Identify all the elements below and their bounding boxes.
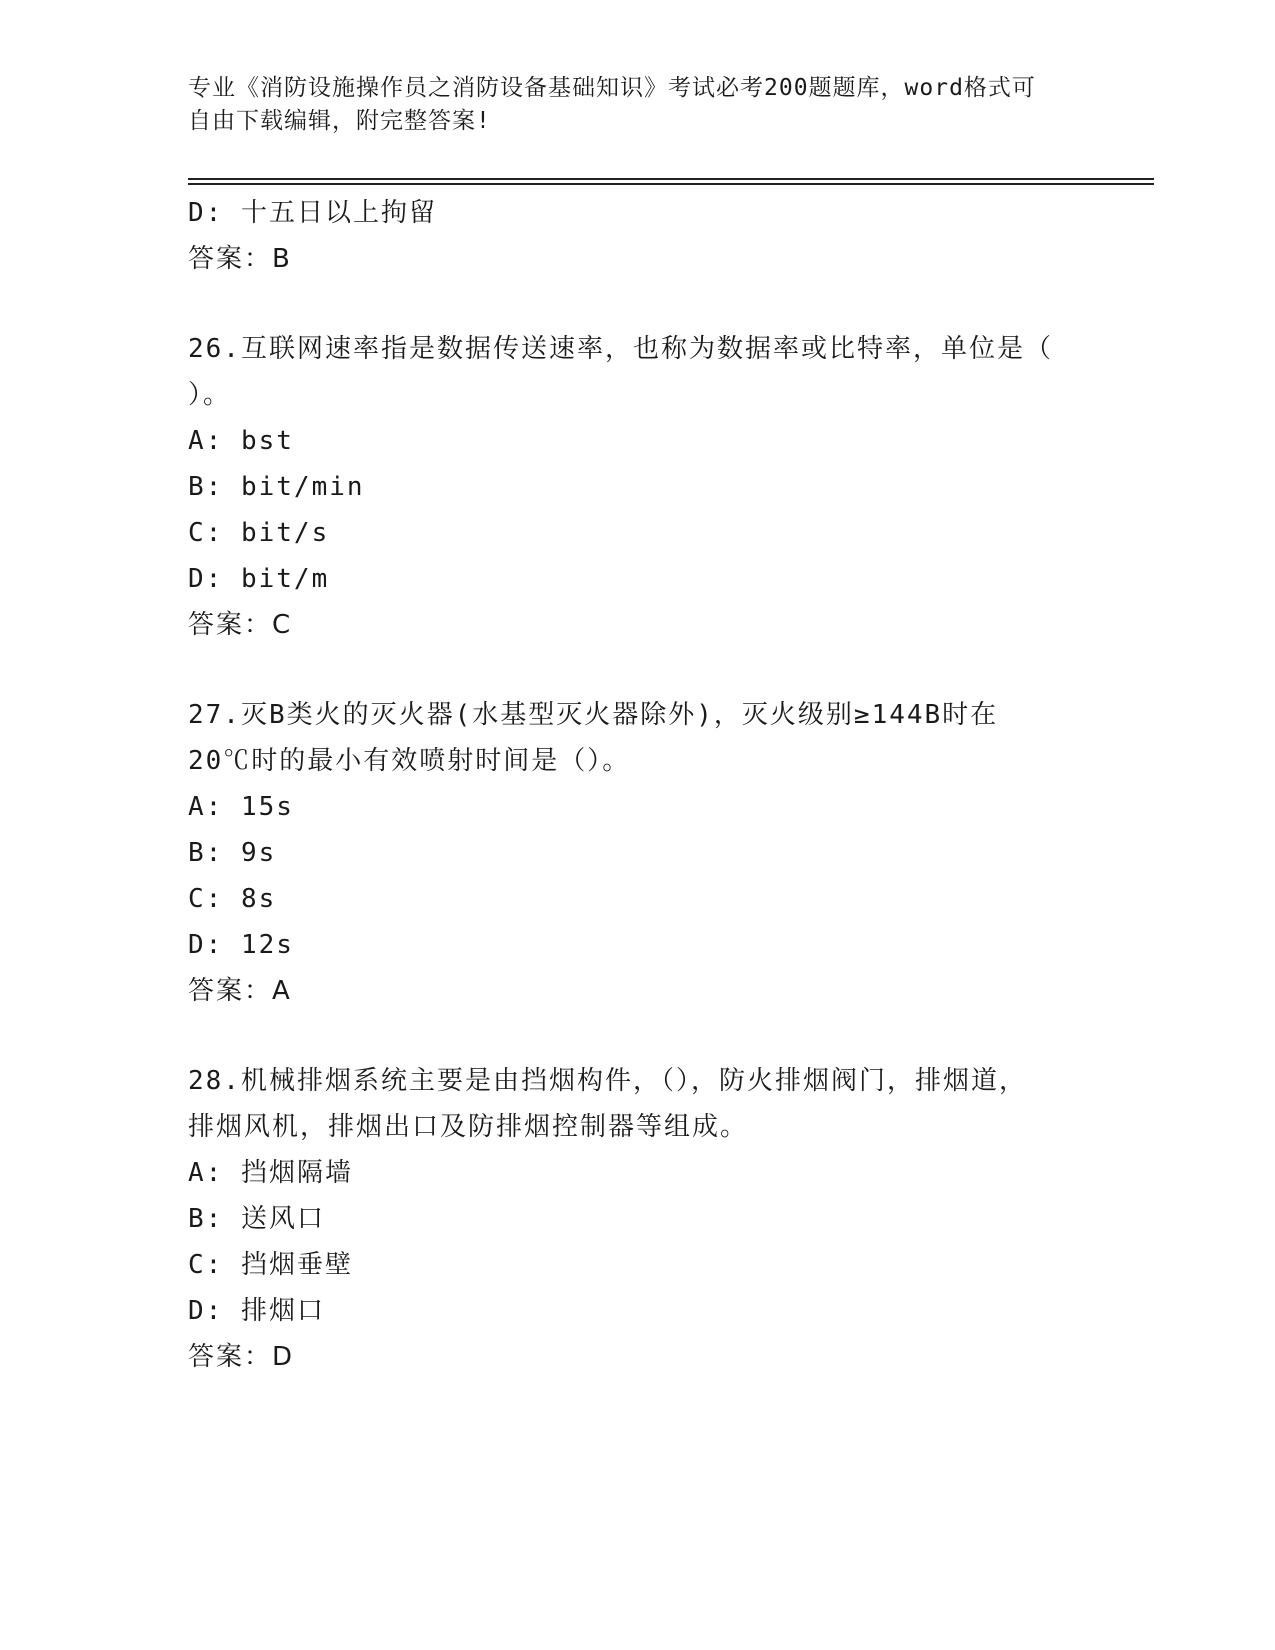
option-c: C: 8s	[188, 884, 277, 914]
option-b: B: 9s	[188, 838, 277, 868]
answer: 答案：C	[188, 610, 293, 640]
question-text-line-2: 20℃时的最小有效喷射时间是（）。	[188, 746, 631, 776]
header-divider-top	[188, 178, 1154, 180]
option-b: B: 送风口	[188, 1204, 325, 1234]
answer: 答案：B	[188, 244, 292, 274]
option-d: D: 排烟口	[188, 1296, 325, 1326]
option-a: A: 15s	[188, 792, 294, 822]
answer: 答案：D	[188, 1342, 295, 1372]
header-line-1: 专业《消防设施操作员之消防设备基础知识》考试必考200题题库，word格式可	[188, 75, 1036, 101]
option-c: C: 挡烟垂壁	[188, 1250, 353, 1280]
option-d: D: 十五日以上拘留	[188, 198, 437, 228]
question-list	[188, 190, 1088, 1380]
question-28	[188, 1058, 1088, 1380]
question-26	[188, 326, 1088, 648]
question-25	[188, 190, 1088, 282]
header-line-2: 自由下载编辑，附完整答案!	[188, 108, 491, 134]
question-27	[188, 692, 1088, 1014]
question-text-line-2: 排烟风机，排烟出口及防排烟控制器等组成。	[188, 1112, 749, 1142]
option-b: B: bit/min	[188, 472, 365, 502]
option-d: D: 12s	[188, 930, 294, 960]
document-header	[188, 72, 1068, 138]
header-divider-bottom	[188, 183, 1154, 185]
question-text-line-2: ）。	[188, 380, 232, 410]
option-a: A: 挡烟隔墙	[188, 1158, 353, 1188]
question-text-line-1: 27.灭B类火的灭火器(水基型灭火器除外)，灭火级别≥144B时在	[188, 700, 999, 730]
answer: 答案：A	[188, 976, 292, 1006]
question-text-line-1: 28.机械排烟系统主要是由挡烟构件，（），防火排烟阀门，排烟道，	[188, 1066, 1027, 1096]
option-a: A: bst	[188, 426, 294, 456]
question-text-line-1: 26.互联网速率指是数据传送速率，也称为数据率或比特率，单位是（	[188, 334, 1053, 364]
option-d: D: bit/m	[188, 564, 330, 594]
option-c: C: bit/s	[188, 518, 330, 548]
